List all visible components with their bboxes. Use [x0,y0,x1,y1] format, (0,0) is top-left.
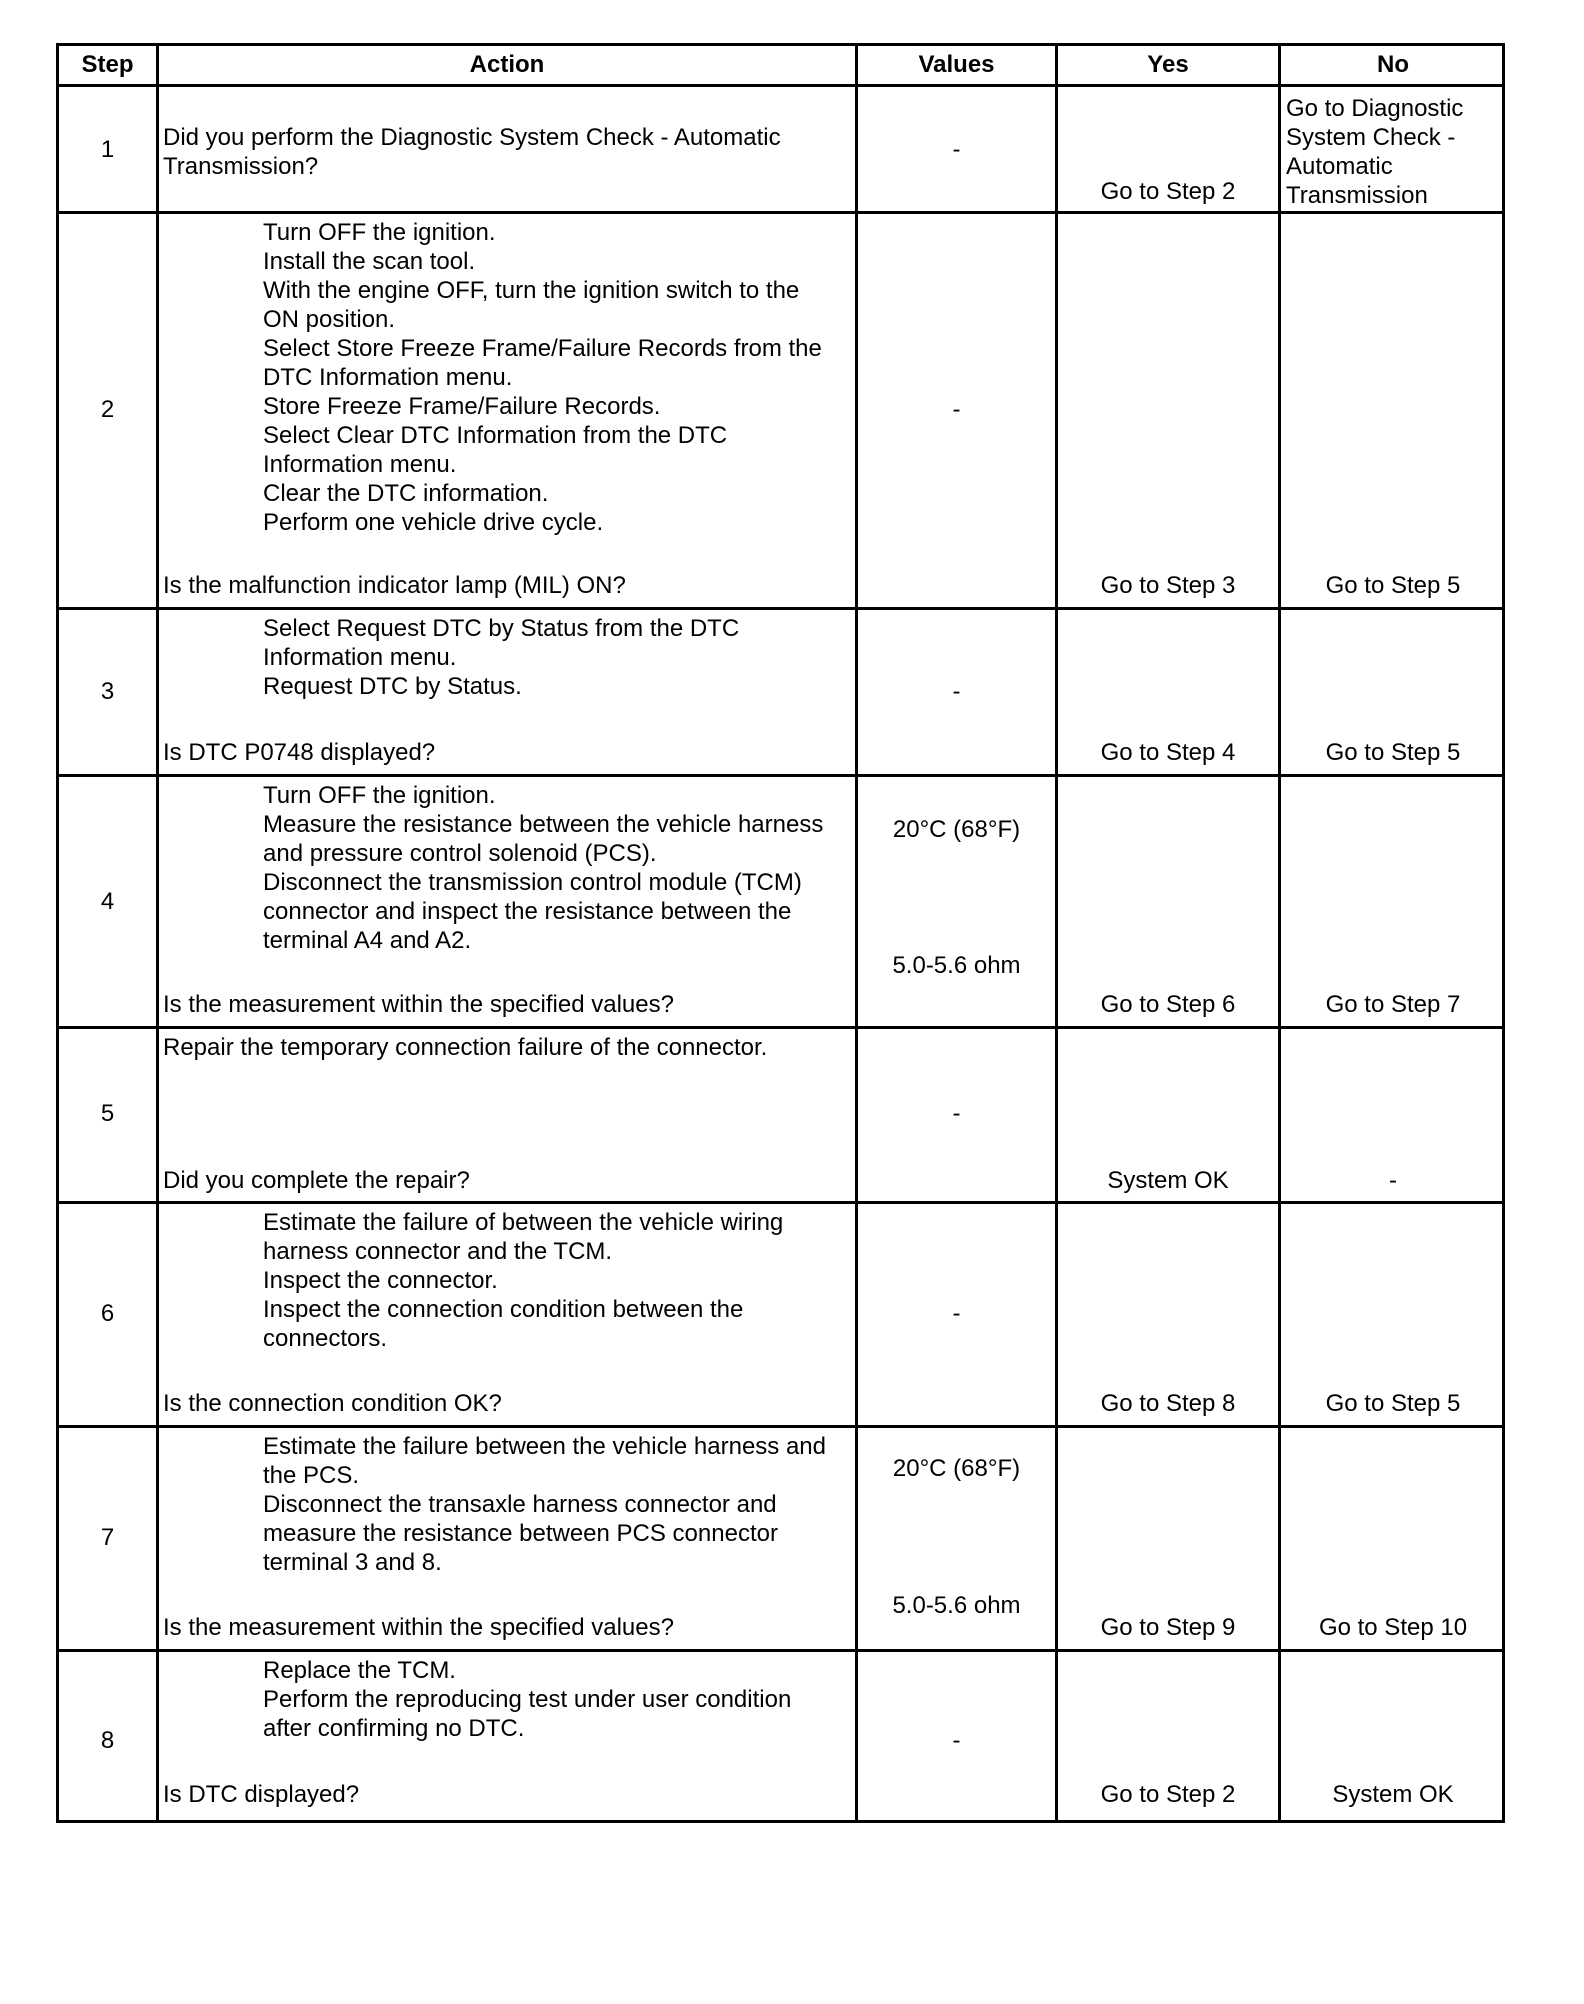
no-cell [1286,94,1463,210]
action-question: Is the measurement within the specified values? [163,991,674,1018]
action-step: Perform one vehicle drive cycle. [263,509,604,536]
column-divider [855,46,858,1820]
value-cell: - [952,1300,961,1327]
header-step: Step [81,51,134,78]
step-number: 5 [100,1100,115,1127]
action-question: Is DTC P0748 displayed? [163,739,436,766]
header-no: No [1377,51,1409,78]
action-question: Did you complete the repair? [163,1167,470,1194]
action-question: Is the measurement within the specified values? [163,1614,674,1641]
step-number: 4 [100,888,115,915]
header-values: Values [918,51,995,78]
row-divider [59,1201,1502,1204]
action-step: Perform the reproducing test under user condition [263,1686,792,1713]
action-step: harness connector and the TCM. [263,1238,613,1265]
action-steps-list [263,218,822,537]
action-step: Repair the temporary connection failure of the connector. [163,1034,768,1061]
value-cell: - [952,1100,961,1127]
action-step: Information menu. [263,644,457,671]
yes-cell: Go to Step 6 [1100,991,1236,1018]
no-cell: - [1389,1167,1397,1194]
column-divider [1278,46,1281,1820]
no-cell: Go to Step 7 [1325,991,1461,1018]
action-step: Inspect the connector. [263,1267,498,1294]
no-cell: Go to Step 5 [1325,1390,1461,1417]
row-divider [59,1649,1502,1652]
header-action: Action [469,51,545,78]
action-step: Select Request DTC by Status from the DTC [263,615,740,642]
value-resistance: 5.0-5.6 ohm [892,1592,1021,1619]
action-step: connectors. [263,1325,388,1352]
action-step: With the engine OFF, turn the ignition switch to the [263,277,800,304]
action-step: Clear the DTC information. [263,480,549,507]
row-divider [59,1026,1502,1029]
step-number: 7 [100,1524,115,1551]
no-cell: Go to Step 10 [1318,1614,1468,1641]
action-step: Request DTC by Status. [263,673,522,700]
action-question: Is DTC displayed? [163,1781,360,1808]
value-resistance: 5.0-5.6 ohm [892,952,1021,979]
action-step: terminal A4 and A2. [263,927,472,954]
action-step: after confirming no DTC. [263,1715,525,1742]
action-step: Select Clear DTC Information from the DTC [263,422,728,449]
value-cell: - [952,678,961,705]
action-step: Disconnect the transmission control module (TCM) [263,869,802,896]
action-step: Store Freeze Frame/Failure Records. [263,393,661,420]
step-number: 3 [100,678,115,705]
yes-cell: Go to Step 2 [1100,1781,1236,1808]
no-cell-line: Go to Diagnostic [1286,95,1464,122]
action-step: Select Store Freeze Frame/Failure Records from the [263,335,822,362]
action-step: Estimate the failure between the vehicle harness and [263,1433,827,1460]
row-divider [59,607,1502,610]
action-question: Transmission? [163,153,319,180]
action-question: Is the malfunction indicator lamp (MIL) ON? [163,572,626,599]
row-divider [59,774,1502,777]
no-cell-line: Automatic [1286,153,1393,180]
step-number: 2 [100,396,115,423]
step-number: 1 [100,136,115,163]
action-step: connector and inspect the resistance between the [263,898,792,925]
yes-cell: Go to Step 3 [1100,572,1236,599]
yes-cell: Go to Step 4 [1100,739,1236,766]
action-question: Did you perform the Diagnostic System Check - Automatic [163,124,781,151]
no-cell-line: System Check - [1286,124,1456,151]
row-divider [59,1425,1502,1428]
action-step: Replace the TCM. [263,1657,456,1684]
action-step: terminal 3 and 8. [263,1549,442,1576]
action-step: Turn OFF the ignition. [263,782,496,809]
row-divider [59,84,1502,87]
action-step: Inspect the connection condition between the [263,1296,744,1323]
header-yes: Yes [1147,51,1189,78]
column-divider [1055,46,1058,1820]
value-temperature: 20°C (68°F) [892,1455,1021,1482]
action-step: Disconnect the transaxle harness connector and [263,1491,777,1518]
action-step: Information menu. [263,451,457,478]
yes-cell: System OK [1107,1167,1229,1194]
action-steps-list [263,1208,783,1353]
action-step: Measure the resistance between the vehicle harness [263,811,824,838]
step-number: 6 [100,1300,115,1327]
column-divider [156,46,159,1820]
value-cell: - [952,136,961,163]
yes-cell: Go to Step 2 [1100,178,1236,205]
action-steps-list [263,1656,791,1743]
no-cell: Go to Step 5 [1325,572,1461,599]
no-cell: System OK [1332,1781,1454,1808]
no-cell-line: Transmission [1286,182,1428,209]
value-temperature: 20°C (68°F) [892,816,1021,843]
action-step: the PCS. [263,1462,360,1489]
action-step: Estimate the failure of between the vehicle wiring [263,1209,784,1236]
action-step: Install the scan tool. [263,248,476,275]
action-step: DTC Information menu. [263,364,513,391]
action-steps-list [263,781,823,955]
yes-cell: Go to Step 9 [1100,1614,1236,1641]
no-cell: Go to Step 5 [1325,739,1461,766]
action-step: Turn OFF the ignition. [263,219,496,246]
diagnostic-table [56,43,1505,1823]
action-question: Is the connection condition OK? [163,1390,502,1417]
action-step: measure the resistance between PCS connector [263,1520,778,1547]
action-step: and pressure control solenoid (PCS). [263,840,657,867]
row-divider [59,211,1502,214]
step-number: 8 [100,1727,115,1754]
action-steps-list [263,1432,826,1577]
value-cell: - [952,1727,961,1754]
action-steps-list [263,614,739,701]
value-cell: - [952,396,961,423]
action-step: ON position. [263,306,396,333]
yes-cell: Go to Step 8 [1100,1390,1236,1417]
